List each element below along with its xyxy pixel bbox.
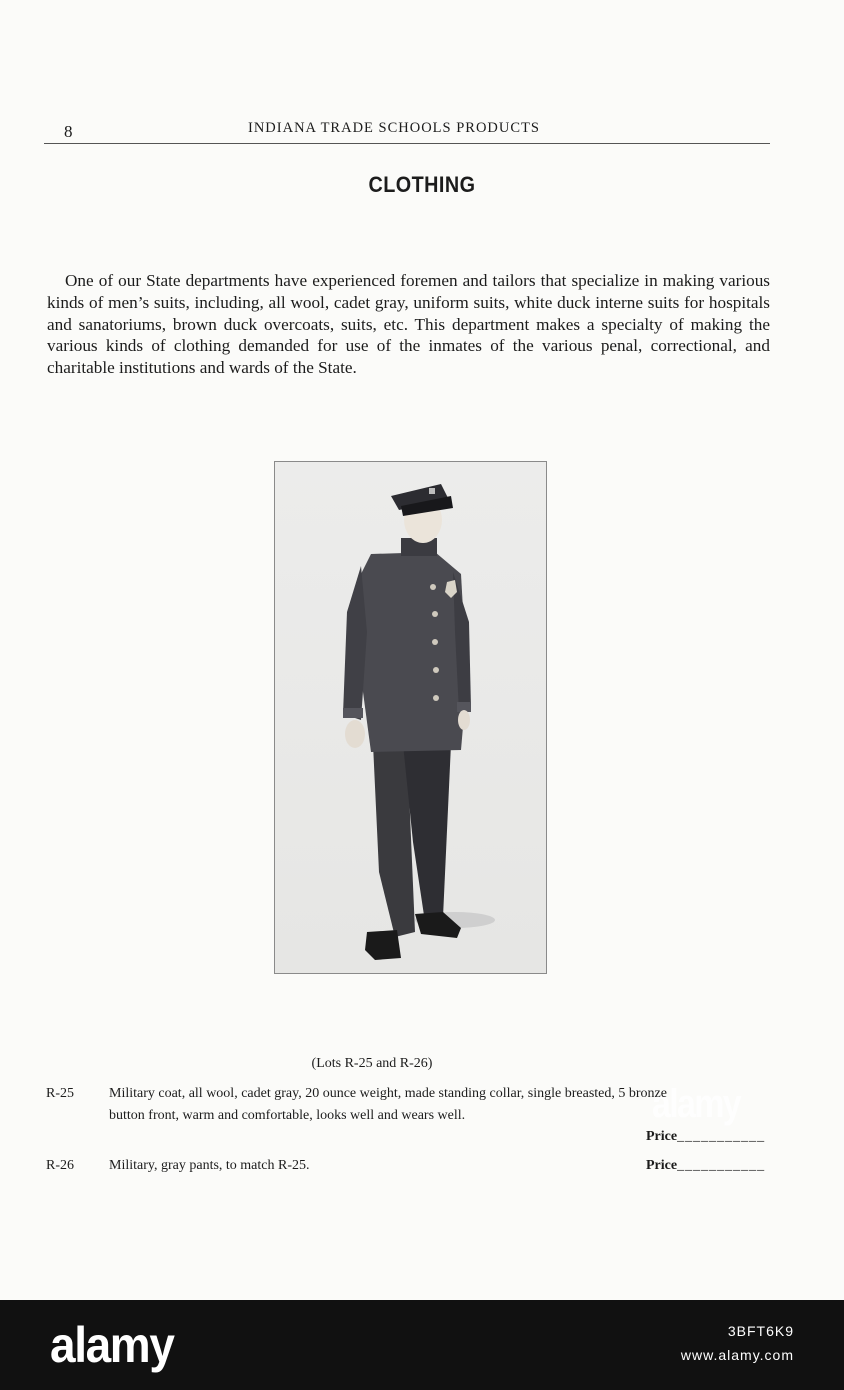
alamy-logo: alamy [50, 1317, 174, 1373]
price-blank: ___________ [677, 1129, 766, 1144]
page-title: CLOTHING [368, 172, 476, 197]
catalog-item-r26 [46, 1155, 772, 1179]
running-head: INDIANA TRADE SCHOOLS PRODUCTS [248, 120, 540, 136]
page-number: 8 [64, 122, 73, 141]
item-code: R-26 [46, 1158, 74, 1173]
price-blank: ___________ [677, 1158, 766, 1173]
man-in-military-uniform-drawing [275, 462, 546, 973]
price-label: Price [646, 1129, 678, 1144]
item-description: Military coat, all wool, cadet gray, 20 ounce weight, made standing collar, single breasted, 5 bronze button front, warm and comfortable, looks well and wears well. [109, 1086, 667, 1123]
item-code: R-25 [46, 1086, 74, 1101]
price-label: Price [646, 1158, 678, 1173]
image-id: 3BFT6K9 [727, 1323, 794, 1339]
alamy-watermark: alamy [652, 1082, 740, 1126]
header-rule [44, 143, 770, 144]
item-description: Military, gray pants, to match R-25. [109, 1158, 310, 1173]
figure-caption: (Lots R-25 and R-26) [311, 1056, 433, 1071]
item-price [646, 1126, 765, 1148]
intro-paragraph: One of our State departments have experienced foremen and tailors that specialize in making various kinds of men’s suits, including, all wool, cadet gray, uniform suits, white duck interne suits for hospitals and sanatoriums, brown duck overcoats, suits, etc. This department makes a specialty of making the various kinds of clothing demanded for use of the inmates of the various penal, correctional, and charitable institutions and wards of the State. [47, 271, 770, 378]
item-price [646, 1155, 765, 1177]
site-url: www.alamy.com [680, 1347, 794, 1363]
catalog-item-r25 [46, 1083, 772, 1149]
